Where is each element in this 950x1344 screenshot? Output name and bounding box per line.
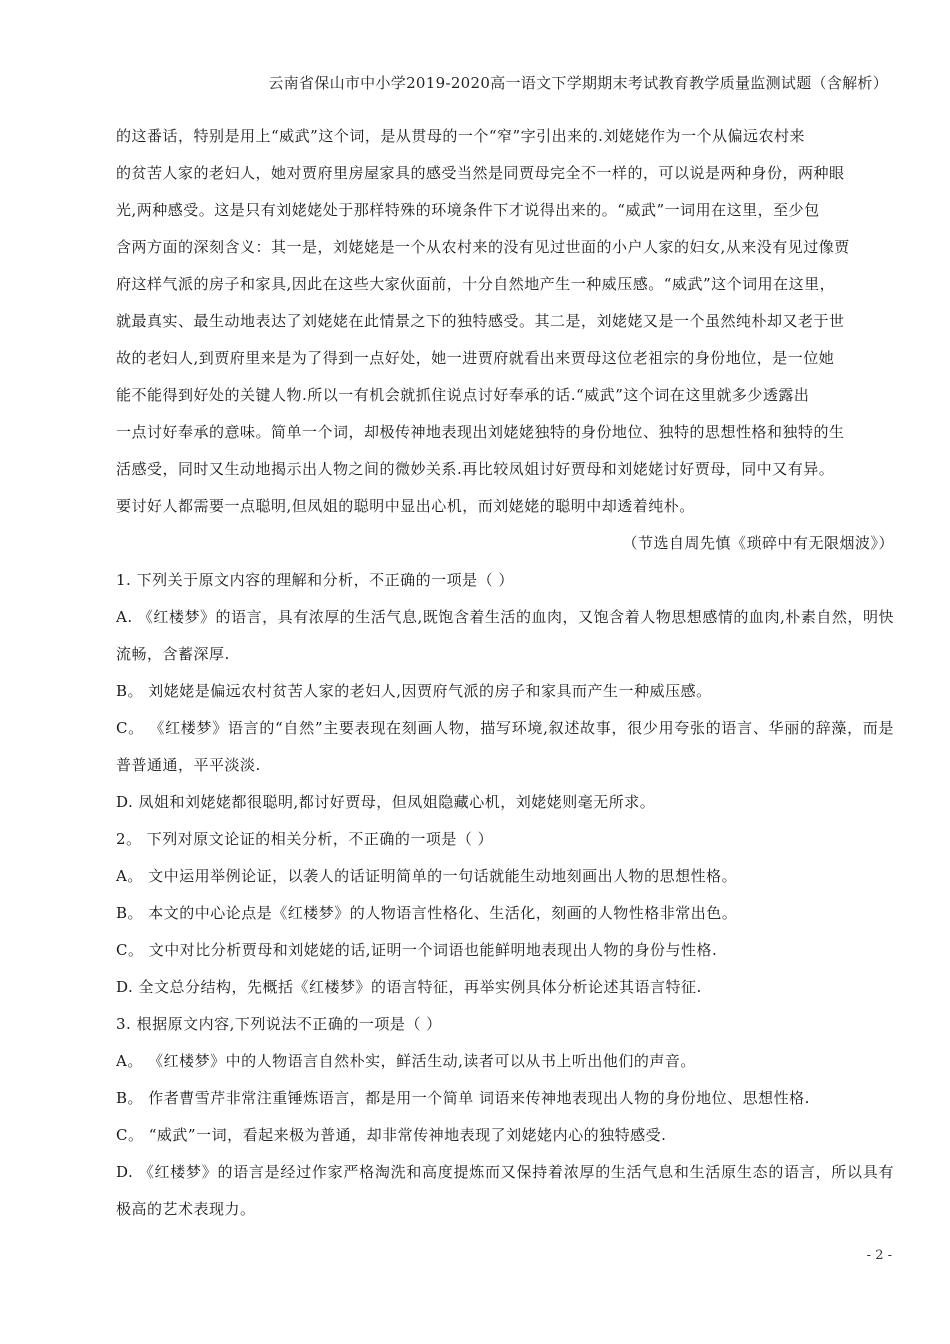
option-c: C。 文中对比分析贾母和刘姥姥的话,证明一个词语也能鲜明地表现出人物的身份与性格. bbox=[116, 941, 718, 959]
passage-line: 能不能得到好处的关键人物.所以一有机会就抓住说点讨好奉承的话.“威武”这个词在这里就多少透露出 bbox=[116, 386, 810, 404]
passage-source: （节选自周先慎《琐碎中有无限烟波》） bbox=[622, 534, 894, 552]
passage-line: 的这番话，特别是用上“威武”这个词，是从贯母的一个“窄”字引出来的.刘姥姥作为一个从偏远农村来 bbox=[116, 127, 805, 145]
page-header-title: 云南省保山市中小学2019-2020高一语文下学期期末考试教育教学质量监测试题（含解析） bbox=[268, 74, 888, 92]
option-c: C。 “威武”一词，看起来极为普通，却非常传神地表现了刘姥姥内心的独特感受. bbox=[116, 1126, 667, 1144]
option-b: B。 作者曹雪芹非常注重锤炼语言，都是用一个简单 词语来传神地表现出人物的身份地位、思想性格. bbox=[116, 1089, 810, 1107]
passage-line: 府这样气派的房子和家具,因此在这些大家伙面前，十分自然地产生一种威压感。“威武”这个词用在这里， bbox=[116, 275, 836, 293]
passage-line: 光,两种感受。这是只有刘姥姥处于那样特殊的环境条件下才说得出来的。“威武”一词用在这里，至少包 bbox=[116, 201, 820, 219]
option-a: A。 文中运用举例论证，以袭人的话证明简单的一句话就能生动地刻画出人物的思想性格。 bbox=[116, 867, 738, 885]
passage-line: 含两方面的深刻含义：其一是，刘姥姥是一个从农村来的没有见过世面的小户人家的妇女,从来没有见过像贾 bbox=[116, 238, 850, 256]
option-d: D. 凤姐和刘姥姥都很聪明,都讨好贾母，但凤姐隐藏心机，刘姥姥则毫无所求。 bbox=[116, 793, 656, 811]
option-d: D. 《红楼梦》的语言是经过作家严格淘洗和高度提炼而又保持着浓厚的生活气息和生活原生态的语言，所以具有极高的艺术表现力。 bbox=[116, 1163, 894, 1218]
passage-line: 要讨好人都需要一点聪明,但凤姐的聪明中显出心机，而刘姥姥的聪明中却透着纯朴。 bbox=[116, 497, 695, 515]
page-content bbox=[116, 118, 894, 1228]
option-b: B。 刘姥姥是偏远农村贫苦人家的老妇人,因贾府气派的房子和家具而产生一种威压感。 bbox=[116, 682, 712, 700]
passage-line: 就最真实、最生动地表达了刘姥姥在此情景之下的独特感受。其二是，刘姥姥又是一个虽然纯朴却又老于世 bbox=[116, 312, 845, 330]
passage-line: 的贫苦人家的老妇人，她对贾府里房屋家具的感受当然是同贾母完全不一样的，可以说是两种身份，两种眼 bbox=[116, 164, 845, 182]
option-c: C。 《红楼梦》语言的“自然”主要表现在刻画人物，描写环境,叙述故事，很少用夸张的语言、华丽的辞藻，而是普普通通，平平淡淡. bbox=[116, 719, 894, 774]
question-stem: 1. 下列关于原文内容的理解和分析，不正确的一项是（ ） bbox=[116, 571, 514, 589]
question-2 bbox=[116, 821, 894, 1006]
passage-line: 活感受，同时又生动地揭示出人物之间的微妙关系.再比较凤姐讨好贾母和刘姥姥讨好贾母，同中又有异。 bbox=[116, 460, 835, 478]
option-a: A. 《红楼梦》的语言，具有浓厚的生活气息,既饱含着生活的血肉，又饱含着人物思想感情的血肉,朴素自然，明快流畅，含蓄深厚. bbox=[116, 608, 894, 663]
option-d: D. 全文总分结构，先概括《红楼梦》的语言特征，再举实例具体分析论述其语言特征. bbox=[116, 978, 702, 996]
question-1 bbox=[116, 562, 894, 821]
page-number: - 2 - bbox=[866, 1248, 892, 1263]
passage bbox=[116, 118, 894, 525]
passage-line: 一点讨好奉承的意味。简单一个词，却极传神地表现出刘姥姥独特的身份地位、独特的思想性格和独特的生 bbox=[116, 423, 845, 441]
option-a: A。 《红楼梦》中的人物语言自然朴实，鲜活生动,读者可以从书上听出他们的声音。 bbox=[116, 1052, 696, 1070]
passage-line: 故的老妇人,到贾府里来是为了得到一点好处，她一进贾府就看出来贾母这位老祖宗的身份地位，是一位她 bbox=[116, 349, 835, 367]
question-3 bbox=[116, 1006, 894, 1228]
question-stem: 2。 下列对原文论证的相关分析，不正确的一项是（ ） bbox=[116, 830, 494, 848]
question-stem: 3. 根据原文内容,下列说法不正确的一项是（ ） bbox=[116, 1015, 442, 1033]
option-b: B。 本文的中心论点是《红楼梦》的人物语言性格化、生活化，刻画的人物性格非常出色。 bbox=[116, 904, 738, 922]
